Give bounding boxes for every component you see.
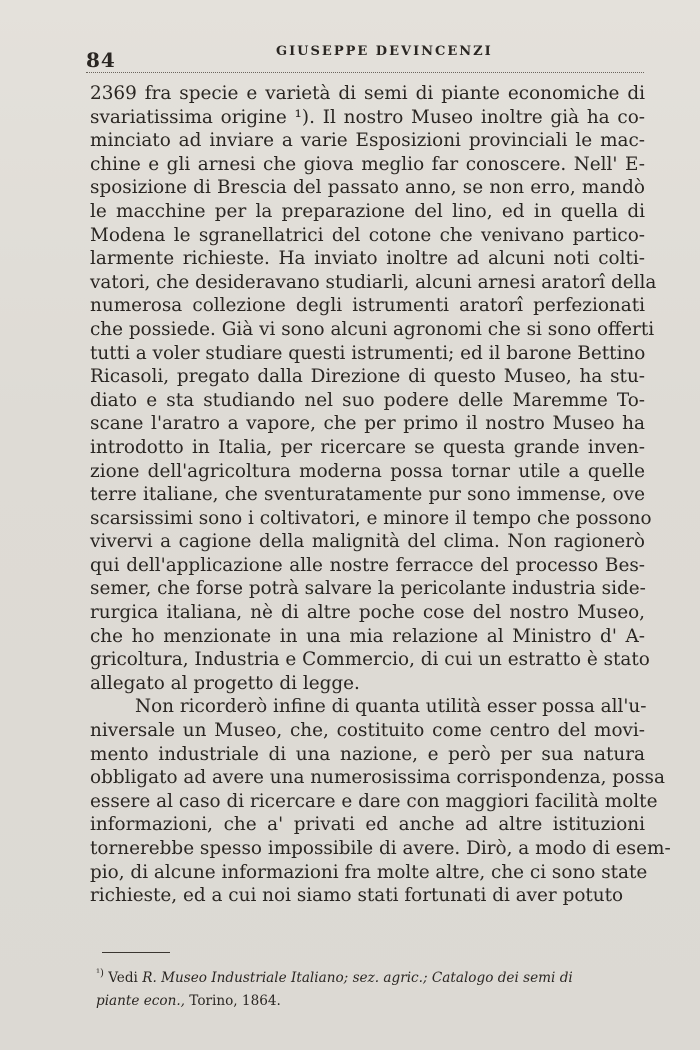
text-line: rurgica italiana, nè di altre poche cose del nostro Museo, [90, 602, 645, 624]
text-line: essere al caso di ricercare e dare con maggiori facilità molte [90, 790, 658, 812]
text-line: le macchine per la preparazione del lino, ed in quella di [90, 200, 645, 222]
text-line: 2369 fra specie e varietà di semi di piante economiche di [90, 83, 645, 104]
text-line: tutti a voler studiare questi istrumenti; ed il barone Bettino [90, 342, 646, 364]
text-line: sposizione di Brescia del passato anno, se non erro, mandò [90, 177, 645, 199]
text-line: allegato al progetto di legge. [90, 672, 360, 694]
text-line: larmente richieste. Ha inviato inoltre ad alcuni noti colti- [90, 248, 645, 270]
text-line: pio, di alcune informazioni fra molte altre, che ci sono state [90, 861, 648, 883]
body-text [90, 82, 671, 908]
page-number: 84 [86, 48, 116, 72]
text-line: terre italiane, che sventuratamente pur sono immense, ove [90, 484, 645, 506]
footnote [96, 962, 656, 1013]
text-line: obbligato ad avere una numerosissima corrispondenza, possa [90, 767, 665, 789]
running-head [86, 44, 644, 73]
text-line: che ho menzionate in una mia relazione al Ministro d' A- [90, 625, 645, 647]
footnote-line-2 [96, 990, 656, 1013]
text-line: richieste, ed a cui noi siamo stati fortunati di aver potuto [90, 885, 624, 907]
text-line: informazioni, che a' privati ed anche ad altre istituzioni [90, 814, 645, 836]
text-line: introdotto in Italia, per ricercare se questa grande inven- [90, 436, 645, 458]
text-line: qui dell'applicazione alle nostre ferracce del processo Bes- [90, 554, 645, 576]
text-line: niversale un Museo, che, costituito come centro del movi- [90, 720, 645, 742]
footnote-marker: ¹) [96, 968, 104, 979]
text-line: semer, che forse potrà salvare la pericolante industria side- [90, 578, 646, 600]
text-line: gricoltura, Industria e Commercio, di cui un estratto è stato [90, 649, 650, 671]
text-line: zione dell'agricoltura moderna possa tornar utile a quelle [90, 460, 645, 482]
text-line: vivervi a cagione della malignità del clima. Non ragionerò [90, 531, 645, 553]
text-line: scane l'aratro a vapore, che per primo il nostro Museo ha [90, 413, 645, 435]
footnote-publication-place-year: Torino, 1864. [184, 993, 281, 1009]
text-line: diato e sta studiando nel suo podere delle Maremme To- [90, 389, 645, 411]
text-line: Ricasoli, pregato dalla Direzione di questo Museo, ha stu- [90, 366, 645, 388]
text-line: mento industriale di una nazione, e però per sua natura [90, 743, 645, 765]
footnote-line-1 [96, 962, 656, 990]
text-line: tornerebbe spesso impossibile di avere. Dirò, a modo di esem- [90, 838, 671, 859]
running-head-author: GIUSEPPE DEVINCENZI [276, 44, 493, 59]
text-line: svariatissima origine ¹). Il nostro Museo inoltre già ha co- [90, 106, 645, 128]
text-line: vatori, che desideravano studiarli, alcuni arnesi aratorî della [90, 271, 657, 293]
text-line: Non ricorderò infine di quanta utilità esser possa all'u- [135, 696, 647, 718]
text-line: scarsissimi sono i coltivatori, e minore il tempo che possono [90, 507, 652, 529]
text-line: chine e gli arnesi che giova meglio far conoscere. Nell' E- [90, 153, 645, 175]
text-line: che possiede. Già vi sono alcuni agronomi che si sono offerti [90, 318, 655, 340]
text-line: numerosa collezione degli istrumenti aratorî perfezionati [90, 295, 645, 317]
footnote-citation-title: R. Museo Industriale Italiano; sez. agric.; Catalogo dei semi di [142, 970, 573, 986]
text-line: Modena le sgranellatrici del cotone che venivano partico- [90, 224, 645, 246]
text-line: minciato ad inviare a varie Esposizioni provinciali le mac- [90, 130, 645, 152]
footnote-citation-title-cont: piante econ., [96, 993, 185, 1009]
footnote-separator [102, 952, 170, 953]
footnote-prefix: Vedi [103, 970, 143, 986]
